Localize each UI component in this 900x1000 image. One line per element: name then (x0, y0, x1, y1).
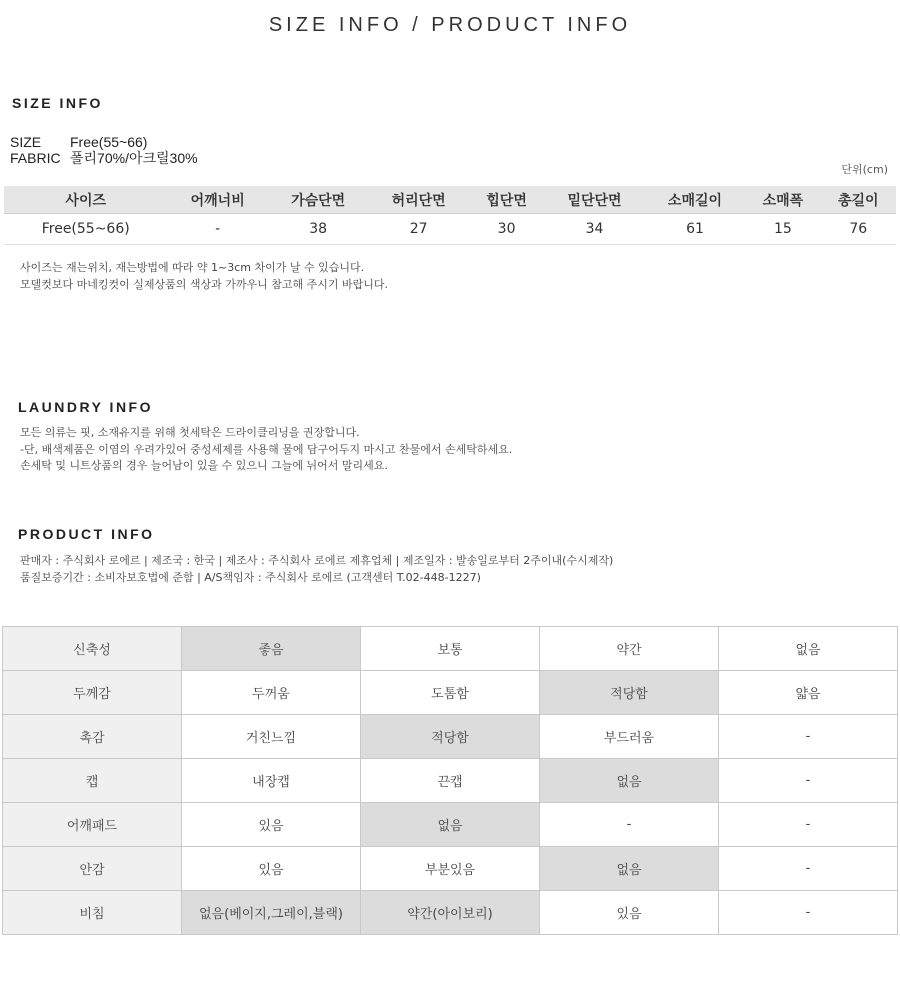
property-attribute: 안감 (3, 847, 182, 891)
product-info-heading: PRODUCT INFO (18, 526, 155, 542)
property-option: 있음 (540, 891, 719, 935)
property-option: 부드러움 (540, 715, 719, 759)
size-note: 모델컷보다 마네킹컷이 실제상품의 색상과 가까우니 참고해 주시기 바랍니다. (20, 277, 389, 291)
property-row (3, 803, 898, 847)
size-table-header: 소매길이 (645, 186, 745, 214)
property-option: 거친느낌 (182, 715, 361, 759)
property-table (2, 626, 898, 935)
fabric-label: FABRIC (10, 150, 61, 166)
unit-label: 단위(cm) (841, 163, 888, 176)
property-option: 없음 (719, 627, 898, 671)
property-attribute: 촉감 (3, 715, 182, 759)
size-cell: 76 (821, 214, 896, 245)
size-cell: Free(55~66) (4, 214, 167, 245)
property-option: - (719, 715, 898, 759)
property-option: 부분있음 (361, 847, 540, 891)
size-value: Free(55~66) (70, 134, 148, 150)
size-cell: 38 (268, 214, 368, 245)
size-table-header: 사이즈 (4, 186, 167, 214)
property-option: 좋음 (182, 627, 361, 671)
property-option: 없음 (540, 759, 719, 803)
property-attribute: 비침 (3, 891, 182, 935)
property-option: - (719, 803, 898, 847)
property-option: 없음(베이지,그레이,블랙) (182, 891, 361, 935)
size-cell: 30 (469, 214, 544, 245)
size-cell: - (167, 214, 267, 245)
property-option: 적당함 (540, 671, 719, 715)
size-label: SIZE (10, 134, 42, 150)
product-line: 품질보증기간 : 소비자보호법에 준함 | A/S책임자 : 주식회사 로에르 (고객센터 T.02-448-1227) (20, 570, 481, 584)
fabric-spec (10, 151, 198, 166)
property-option: 없음 (540, 847, 719, 891)
property-attribute: 어깨패드 (3, 803, 182, 847)
property-option: 약간 (540, 627, 719, 671)
size-cell: 34 (544, 214, 644, 245)
property-option: 있음 (182, 847, 361, 891)
size-table (4, 186, 896, 245)
property-attribute: 두께감 (3, 671, 182, 715)
size-note: 사이즈는 재는위치, 재는방법에 따라 약 1~3cm 차이가 날 수 있습니다. (20, 261, 365, 274)
table-row (4, 214, 896, 245)
property-option: 있음 (182, 803, 361, 847)
property-option: 두꺼움 (182, 671, 361, 715)
product-line: 판매자 : 주식회사 로에르 | 제조국 : 한국 | 제조사 : 주식회사 로에르 제휴업체 | 제조일자 : 발송일로부터 2주이내(수시제작) (20, 554, 614, 567)
property-option: 끈캡 (361, 759, 540, 803)
size-table-header-row (4, 186, 896, 214)
size-notes (20, 260, 388, 293)
size-table-header: 어깨너비 (167, 186, 267, 214)
property-row (3, 847, 898, 891)
size-cell: 15 (745, 214, 820, 245)
laundry-line: -단, 배색제품은 이염의 우려가있어 중성세제를 사용해 물에 담구어두지 마시고 찬물에서 손세탁하세요. (20, 442, 513, 456)
property-option: 약간(아이보리) (361, 891, 540, 935)
property-row (3, 671, 898, 715)
property-row (3, 627, 898, 671)
size-table-header: 힙단면 (469, 186, 544, 214)
size-table-header: 총길이 (821, 186, 896, 214)
size-cell: 27 (368, 214, 468, 245)
property-attribute: 신축성 (3, 627, 182, 671)
product-notes (20, 553, 613, 586)
property-option: 적당함 (361, 715, 540, 759)
property-option: - (719, 847, 898, 891)
property-row (3, 759, 898, 803)
laundry-line: 손세탁 및 니트상품의 경우 늘어남이 있을 수 있으니 그늘에 뉘어서 말리세요. (20, 459, 388, 472)
property-option: 도톰함 (361, 671, 540, 715)
page-title: SIZE INFO / PRODUCT INFO (268, 14, 632, 36)
property-option: 내장캡 (182, 759, 361, 803)
property-option: - (719, 891, 898, 935)
property-attribute: 캡 (3, 759, 182, 803)
size-info-heading: SIZE INFO (12, 95, 103, 111)
size-spec (10, 135, 147, 150)
size-table-header: 밑단단면 (544, 186, 644, 214)
size-table-header: 가슴단면 (268, 186, 368, 214)
property-row (3, 891, 898, 935)
fabric-value: 폴리70%/아크릴30% (70, 150, 198, 166)
property-option: - (719, 759, 898, 803)
size-table-header: 허리단면 (368, 186, 468, 214)
property-option: 얇음 (719, 671, 898, 715)
laundry-notes (20, 425, 512, 475)
property-option: - (540, 803, 719, 847)
size-cell: 61 (645, 214, 745, 245)
property-option: 보통 (361, 627, 540, 671)
laundry-line: 모든 의류는 핏, 소재유지를 위해 첫세탁은 드라이클리닝을 권장합니다. (20, 426, 360, 439)
property-row (3, 715, 898, 759)
size-table-header: 소매폭 (745, 186, 820, 214)
laundry-info-heading: LAUNDRY INFO (18, 399, 153, 415)
property-option: 없음 (361, 803, 540, 847)
